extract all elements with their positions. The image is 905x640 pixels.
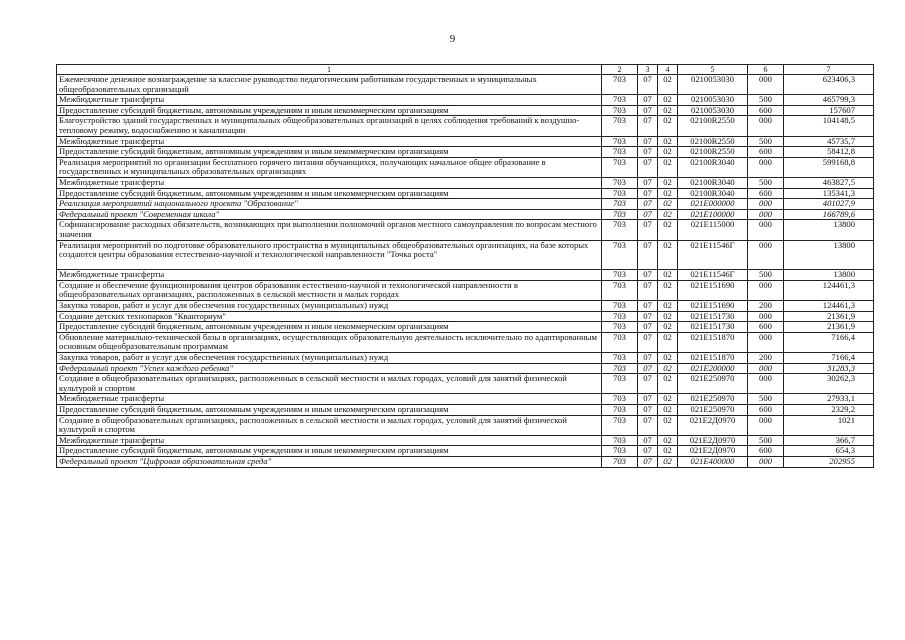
row-target-cell: 021E2Д0970 — [678, 415, 748, 435]
row-name-cell: Предоставление субсидий бюджетным, автономным учреждениям и иным некоммерческим организациям — [57, 188, 602, 199]
row-target-cell: 021E250970 — [678, 394, 748, 405]
table-row — [57, 456, 874, 467]
row-amount-cell: 366,7 — [784, 435, 874, 446]
row-type-cell: 000 — [748, 157, 784, 177]
header-col-6: 6 — [748, 65, 784, 75]
row-code-cell: 703 — [602, 240, 638, 270]
row-section-cell: 07 — [638, 177, 658, 188]
row-subsection-cell: 02 — [658, 374, 678, 394]
row-amount-cell: 1021 — [784, 415, 874, 435]
row-name-cell: Федеральный проект "Успех каждого ребенка" — [57, 363, 602, 374]
row-name-cell: Межбюджетные трансферты — [57, 177, 602, 188]
row-name-cell: Межбюджетные трансферты — [57, 435, 602, 446]
row-amount-cell: 7166,4 — [784, 332, 874, 352]
row-subsection-cell: 02 — [658, 415, 678, 435]
budget-table — [56, 64, 874, 468]
table-row — [57, 220, 874, 240]
row-code-cell: 703 — [602, 188, 638, 199]
row-type-cell: 000 — [748, 75, 784, 95]
row-type-cell: 000 — [748, 240, 784, 270]
row-code-cell: 703 — [602, 75, 638, 95]
row-type-cell: 500 — [748, 270, 784, 281]
row-name-cell: Создание и обеспечение функционирования центров образования естественно-научной и технологической направленности в общеобразовательных организациях, расположенных в сельской местности и малых городах — [57, 280, 602, 300]
row-target-cell: 02100R2550 — [678, 147, 748, 158]
row-code-cell: 703 — [602, 311, 638, 322]
row-name-cell: Межбюджетные трансферты — [57, 394, 602, 405]
row-section-cell: 07 — [638, 435, 658, 446]
row-type-cell: 200 — [748, 301, 784, 312]
row-section-cell: 07 — [638, 75, 658, 95]
row-section-cell: 07 — [638, 240, 658, 270]
row-name-cell: Межбюджетные трансферты — [57, 136, 602, 147]
row-section-cell: 07 — [638, 353, 658, 364]
row-name-cell: Создание в общеобразовательных организациях, расположенных в сельской местности и малых городах, условий для занятий физической культурой и спортом — [57, 415, 602, 435]
row-type-cell: 600 — [748, 446, 784, 457]
row-subsection-cell: 02 — [658, 332, 678, 352]
row-section-cell: 07 — [638, 199, 658, 210]
row-section-cell: 07 — [638, 105, 658, 116]
row-type-cell: 000 — [748, 209, 784, 220]
row-code-cell: 703 — [602, 322, 638, 333]
row-target-cell: 021E2Д0970 — [678, 435, 748, 446]
row-code-cell: 703 — [602, 353, 638, 364]
row-amount-cell: 202955 — [784, 456, 874, 467]
row-name-cell: Федеральный проект "Цифровая образовательная среда" — [57, 456, 602, 467]
header-col-3: 3 — [638, 65, 658, 75]
row-subsection-cell: 02 — [658, 199, 678, 210]
table-row — [57, 363, 874, 374]
row-name-cell: Обновление материально-технической базы в организациях, осуществляющих образовательную деятельность исключительно по адаптированным основным общеобразовательным программам — [57, 332, 602, 352]
row-code-cell: 703 — [602, 405, 638, 416]
row-code-cell: 703 — [602, 415, 638, 435]
row-amount-cell: 2329,2 — [784, 405, 874, 416]
header-row — [57, 65, 874, 75]
table-row — [57, 332, 874, 352]
row-target-cell: 021E151730 — [678, 322, 748, 333]
row-target-cell: 021E151730 — [678, 311, 748, 322]
row-type-cell: 600 — [748, 405, 784, 416]
row-target-cell: 021E151870 — [678, 332, 748, 352]
row-name-cell: Предоставление субсидий бюджетным, автономным учреждениям и иным некоммерческим организациям — [57, 446, 602, 457]
row-type-cell: 000 — [748, 415, 784, 435]
page-number: 9 — [449, 33, 456, 45]
row-subsection-cell: 02 — [658, 209, 678, 220]
row-amount-cell: 30262,3 — [784, 374, 874, 394]
row-code-cell: 703 — [602, 363, 638, 374]
row-target-cell: 021E000000 — [678, 199, 748, 210]
row-section-cell: 07 — [638, 136, 658, 147]
row-subsection-cell: 02 — [658, 394, 678, 405]
row-amount-cell: 45735,7 — [784, 136, 874, 147]
row-type-cell: 000 — [748, 280, 784, 300]
row-section-cell: 07 — [638, 405, 658, 416]
row-amount-cell: 13800 — [784, 220, 874, 240]
row-code-cell: 703 — [602, 177, 638, 188]
row-name-cell: Реализация мероприятий по подготовке образовательного пространства в муниципальных общеобразовательных организациях, на базе которых создаются центры образования естественно-научной и технологической направленности "Точка роста" — [57, 240, 602, 270]
row-subsection-cell: 02 — [658, 220, 678, 240]
row-subsection-cell: 02 — [658, 105, 678, 116]
row-subsection-cell: 02 — [658, 157, 678, 177]
header-col-7: 7 — [784, 65, 874, 75]
row-name-cell: Реализация мероприятий национального проекта "Образование" — [57, 199, 602, 210]
row-type-cell: 500 — [748, 136, 784, 147]
row-type-cell: 000 — [748, 332, 784, 352]
table-row — [57, 311, 874, 322]
row-subsection-cell: 02 — [658, 188, 678, 199]
row-type-cell: 200 — [748, 353, 784, 364]
row-name-cell: Предоставление субсидий бюджетным, автономным учреждениям и иным некоммерческим организациям — [57, 405, 602, 416]
row-code-cell: 703 — [602, 394, 638, 405]
row-type-cell: 500 — [748, 177, 784, 188]
table-row — [57, 157, 874, 177]
table-row — [57, 280, 874, 300]
row-target-cell: 0210053030 — [678, 75, 748, 95]
row-amount-cell: 166789,6 — [784, 209, 874, 220]
row-subsection-cell: 02 — [658, 435, 678, 446]
row-target-cell: 021E11546Г — [678, 240, 748, 270]
row-type-cell: 600 — [748, 147, 784, 158]
row-subsection-cell: 02 — [658, 405, 678, 416]
row-type-cell: 000 — [748, 363, 784, 374]
row-subsection-cell: 02 — [658, 240, 678, 270]
row-section-cell: 07 — [638, 332, 658, 352]
row-code-cell: 703 — [602, 301, 638, 312]
row-target-cell: 02100R2550 — [678, 136, 748, 147]
table-row — [57, 405, 874, 416]
row-type-cell: 500 — [748, 435, 784, 446]
row-section-cell: 07 — [638, 394, 658, 405]
row-subsection-cell: 02 — [658, 95, 678, 106]
row-name-cell: Межбюджетные трансферты — [57, 270, 602, 281]
header-col-5: 5 — [678, 65, 748, 75]
row-section-cell: 07 — [638, 116, 658, 136]
row-code-cell: 703 — [602, 280, 638, 300]
row-name-cell: Закупка товаров, работ и услуг для обеспечения государственных (муниципальных) нужд — [57, 353, 602, 364]
row-subsection-cell: 02 — [658, 270, 678, 281]
row-subsection-cell: 02 — [658, 147, 678, 158]
row-section-cell: 07 — [638, 220, 658, 240]
row-code-cell: 703 — [602, 435, 638, 446]
row-section-cell: 07 — [638, 446, 658, 457]
row-target-cell: 021E200000 — [678, 363, 748, 374]
row-amount-cell: 157607 — [784, 105, 874, 116]
row-type-cell: 500 — [748, 95, 784, 106]
row-target-cell: 021E2Д0970 — [678, 446, 748, 457]
row-code-cell: 703 — [602, 116, 638, 136]
row-target-cell: 021E151690 — [678, 301, 748, 312]
row-code-cell: 703 — [602, 456, 638, 467]
row-amount-cell: 7166,4 — [784, 353, 874, 364]
row-amount-cell: 21361,9 — [784, 322, 874, 333]
row-section-cell: 07 — [638, 188, 658, 199]
row-section-cell: 07 — [638, 415, 658, 435]
row-target-cell: 02100R2550 — [678, 116, 748, 136]
row-type-cell: 000 — [748, 116, 784, 136]
row-subsection-cell: 02 — [658, 136, 678, 147]
row-subsection-cell: 02 — [658, 363, 678, 374]
row-target-cell: 021E151690 — [678, 280, 748, 300]
row-code-cell: 703 — [602, 332, 638, 352]
row-subsection-cell: 02 — [658, 353, 678, 364]
row-name-cell: Реализация мероприятий по организации бесплатного горячего питания обучающихся, получающих начальное общее образование в государственных и муниципальных образовательных организациях — [57, 157, 602, 177]
row-code-cell: 703 — [602, 199, 638, 210]
row-amount-cell: 104148,5 — [784, 116, 874, 136]
row-target-cell: 021E250970 — [678, 405, 748, 416]
table-row — [57, 322, 874, 333]
row-name-cell: Ежемесячное денежное вознаграждение за классное руководство педагогическим работникам государственных и муниципальных общеобразовательных организаций — [57, 75, 602, 95]
row-name-cell: Закупка товаров, работ и услуг для обеспечения государственных (муниципальных) нужд — [57, 301, 602, 312]
row-target-cell: 021E151870 — [678, 353, 748, 364]
row-amount-cell: 401027,9 — [784, 199, 874, 210]
row-code-cell: 703 — [602, 105, 638, 116]
row-subsection-cell: 02 — [658, 280, 678, 300]
row-target-cell: 0210053030 — [678, 105, 748, 116]
row-amount-cell: 31283,3 — [784, 363, 874, 374]
table-row — [57, 446, 874, 457]
table-row — [57, 147, 874, 158]
row-type-cell: 000 — [748, 199, 784, 210]
row-amount-cell: 27933,1 — [784, 394, 874, 405]
row-type-cell: 000 — [748, 311, 784, 322]
row-amount-cell: 13800 — [784, 240, 874, 270]
row-subsection-cell: 02 — [658, 446, 678, 457]
row-amount-cell: 13800 — [784, 270, 874, 281]
row-amount-cell: 58412,8 — [784, 147, 874, 158]
table-row — [57, 136, 874, 147]
row-code-cell: 703 — [602, 446, 638, 457]
table-row — [57, 415, 874, 435]
row-type-cell: 000 — [748, 220, 784, 240]
row-amount-cell: 21361,9 — [784, 311, 874, 322]
row-name-cell: Межбюджетные трансферты — [57, 95, 602, 106]
row-amount-cell: 124461,3 — [784, 280, 874, 300]
row-section-cell: 07 — [638, 301, 658, 312]
row-target-cell: 02100R3040 — [678, 157, 748, 177]
row-type-cell: 500 — [748, 394, 784, 405]
row-section-cell: 07 — [638, 311, 658, 322]
row-section-cell: 07 — [638, 270, 658, 281]
row-section-cell: 07 — [638, 456, 658, 467]
row-type-cell: 000 — [748, 374, 784, 394]
row-code-cell: 703 — [602, 220, 638, 240]
row-type-cell: 600 — [748, 105, 784, 116]
row-subsection-cell: 02 — [658, 322, 678, 333]
table-body — [57, 75, 874, 468]
row-target-cell: 0210053030 — [678, 95, 748, 106]
row-type-cell: 000 — [748, 456, 784, 467]
row-code-cell: 703 — [602, 136, 638, 147]
row-subsection-cell: 02 — [658, 75, 678, 95]
row-target-cell: 02100R3040 — [678, 188, 748, 199]
table-row — [57, 435, 874, 446]
row-section-cell: 07 — [638, 147, 658, 158]
row-subsection-cell: 02 — [658, 177, 678, 188]
row-section-cell: 07 — [638, 322, 658, 333]
row-target-cell: 021E115000 — [678, 220, 748, 240]
row-code-cell: 703 — [602, 157, 638, 177]
row-subsection-cell: 02 — [658, 311, 678, 322]
row-code-cell: 703 — [602, 270, 638, 281]
row-name-cell: Предоставление субсидий бюджетным, автономным учреждениям и иным некоммерческим организациям — [57, 105, 602, 116]
table-row — [57, 188, 874, 199]
row-name-cell: Предоставление субсидий бюджетным, автономным учреждениям и иным некоммерческим организациям — [57, 322, 602, 333]
table-row — [57, 177, 874, 188]
row-subsection-cell: 02 — [658, 456, 678, 467]
table-row — [57, 353, 874, 364]
row-name-cell: Предоставление субсидий бюджетным, автономным учреждениям и иным некоммерческим организациям — [57, 147, 602, 158]
row-code-cell: 703 — [602, 209, 638, 220]
row-target-cell: 021E11546Г — [678, 270, 748, 281]
header-col-2: 2 — [602, 65, 638, 75]
table-row — [57, 209, 874, 220]
row-subsection-cell: 02 — [658, 116, 678, 136]
table-row — [57, 240, 874, 270]
row-target-cell: 021E400000 — [678, 456, 748, 467]
row-target-cell: 021E250970 — [678, 374, 748, 394]
row-name-cell: Благоустройство зданий государственных и муниципальных общеобразовательных организаций в целях соблюдения требований к воздушно-тепловому режиму, водоснабжению и канализации — [57, 116, 602, 136]
table-row — [57, 95, 874, 106]
table-row — [57, 75, 874, 95]
table-row — [57, 199, 874, 210]
row-section-cell: 07 — [638, 157, 658, 177]
row-code-cell: 703 — [602, 95, 638, 106]
row-target-cell: 021E100000 — [678, 209, 748, 220]
row-name-cell: Федеральный проект "Современная школа" — [57, 209, 602, 220]
row-amount-cell: 599168,8 — [784, 157, 874, 177]
row-section-cell: 07 — [638, 95, 658, 106]
row-type-cell: 600 — [748, 322, 784, 333]
header-col-4: 4 — [658, 65, 678, 75]
header-col-1: 1 — [57, 65, 602, 75]
row-amount-cell: 654,3 — [784, 446, 874, 457]
row-name-cell: Создание детских технопарков "Кванториум" — [57, 311, 602, 322]
row-amount-cell: 465799,3 — [784, 95, 874, 106]
row-subsection-cell: 02 — [658, 301, 678, 312]
row-amount-cell: 623406,3 — [784, 75, 874, 95]
table-row — [57, 270, 874, 281]
row-type-cell: 600 — [748, 188, 784, 199]
row-code-cell: 703 — [602, 147, 638, 158]
row-section-cell: 07 — [638, 374, 658, 394]
row-name-cell: Создание в общеобразовательных организациях, расположенных в сельской местности и малых городах, условий для занятий физической культурой и спортом — [57, 374, 602, 394]
row-name-cell: Софинансирование расходных обязательств, возникающих при выполнении полномочий органов местного самоуправления по вопросам местного значения — [57, 220, 602, 240]
row-amount-cell: 124461,3 — [784, 301, 874, 312]
table-row — [57, 394, 874, 405]
row-target-cell: 02100R3040 — [678, 177, 748, 188]
row-amount-cell: 135341,3 — [784, 188, 874, 199]
row-section-cell: 07 — [638, 363, 658, 374]
table-row — [57, 105, 874, 116]
row-code-cell: 703 — [602, 374, 638, 394]
row-section-cell: 07 — [638, 280, 658, 300]
table-row — [57, 116, 874, 136]
row-section-cell: 07 — [638, 209, 658, 220]
row-amount-cell: 463827,5 — [784, 177, 874, 188]
table-row — [57, 374, 874, 394]
table-row — [57, 301, 874, 312]
